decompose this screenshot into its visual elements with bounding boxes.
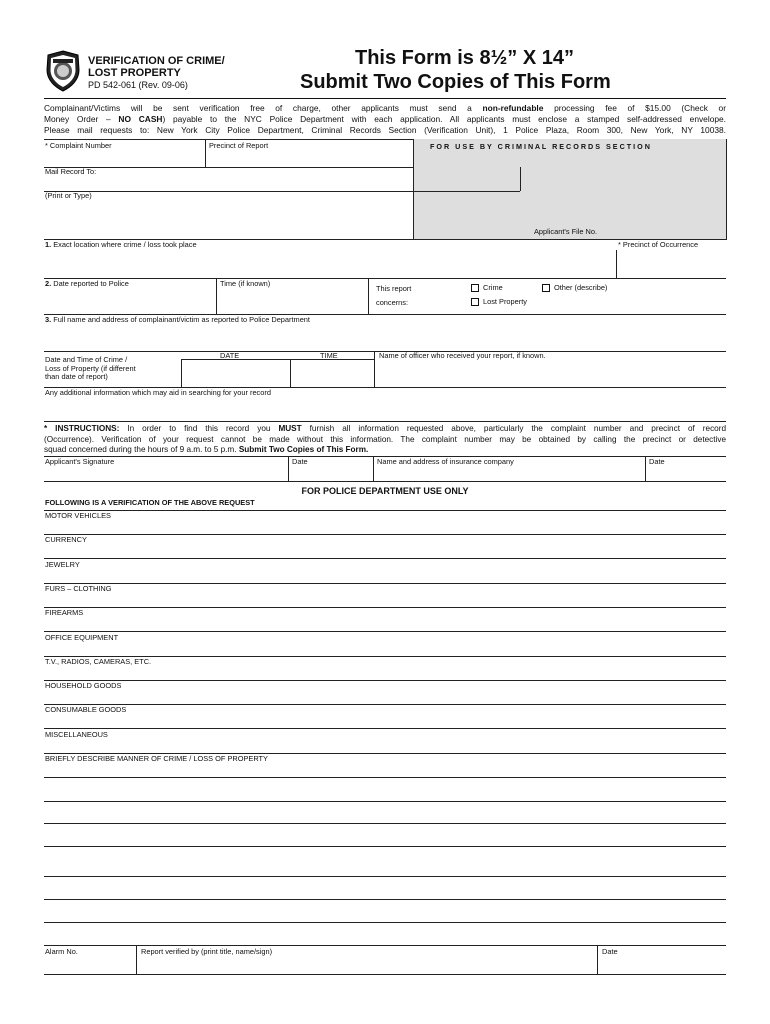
form-title: [88, 55, 225, 79]
applicant-signature-field[interactable]: [44, 467, 286, 480]
police-item-rule: [44, 583, 726, 584]
description-line[interactable]: [44, 801, 726, 802]
date-time-label-2: Loss of Property (if different: [45, 363, 136, 373]
police-item-label: JEWELRY: [45, 559, 80, 569]
police-item-field[interactable]: [44, 546, 724, 558]
report-verified-field[interactable]: [138, 958, 595, 973]
instructions-line3: squad concerned during the hours of 9 a.m. to 5 p.m. Submit Two Copies of This Form.: [44, 445, 369, 454]
nypd-badge-icon: [44, 50, 82, 92]
footer-date-label: Date: [602, 947, 618, 956]
report-verified-label: Report verified by (print title, name/sign): [141, 947, 273, 956]
form-title-line1: VERIFICATION OF CRIME/: [88, 55, 225, 67]
precinct-of-report-field[interactable]: [206, 150, 412, 166]
police-item-label: HOUSEHOLD GOODS: [45, 681, 122, 691]
header-rule: [44, 98, 726, 99]
description-line[interactable]: [44, 876, 726, 877]
insurance-date-field[interactable]: [647, 467, 724, 480]
intro-line2: Money Order – NO CASH) payable to the NYC Police Department with each application. All applicants must enclose a stamped self-addressed envelope.: [44, 114, 726, 124]
notice-line1: This Form is 8½” X 14”: [355, 47, 574, 69]
police-item-field[interactable]: [44, 619, 724, 631]
police-item-field[interactable]: [44, 571, 724, 583]
police-item-rule: [44, 680, 726, 681]
crime-checkbox[interactable]: Crime: [471, 284, 503, 293]
precinct-of-report-label: Precinct of Report: [209, 141, 269, 150]
police-item-label: T.V., RADIOS, CAMERAS, ETC.: [45, 656, 152, 666]
police-item-field[interactable]: [44, 668, 724, 680]
description-line[interactable]: [44, 823, 726, 824]
verification-following-label: FOLLOWING IS A VERIFICATION OF THE ABOVE REQUEST: [45, 498, 255, 507]
crime-date-field[interactable]: [183, 361, 288, 385]
time-if-known-label: Time (if known): [220, 279, 271, 288]
complainant-name-address-field[interactable]: [44, 327, 724, 350]
police-item-label: MOTOR VEHICLES: [45, 511, 111, 520]
police-item-rule: [44, 607, 726, 608]
insurance-company-label: Name and address of insurance company: [377, 457, 514, 466]
print-or-type-label: (Print or Type): [45, 191, 92, 200]
police-item-field[interactable]: [44, 741, 724, 753]
other-checkbox[interactable]: Other (describe): [542, 284, 607, 293]
other-checkbox-box[interactable]: [542, 284, 550, 292]
mailing-address-field[interactable]: [44, 201, 518, 237]
time-if-known-field[interactable]: [218, 290, 366, 312]
lost-property-checkbox[interactable]: Lost Property: [471, 298, 527, 307]
footer-date-field[interactable]: [599, 958, 724, 973]
instructions-line1: * INSTRUCTIONS: In order to find this record you MUST furnish all information requested above, particularly the complaint number and precinct of record: [44, 424, 727, 433]
police-item-rule: [44, 704, 726, 705]
additional-info-field[interactable]: [44, 399, 724, 419]
police-item-rule: [44, 631, 726, 632]
date-time-label-1: Date and Time of Crime /: [45, 355, 128, 364]
signature-date-field[interactable]: [290, 467, 371, 480]
date-reported-field[interactable]: [44, 290, 214, 312]
date-time-label-3: than date of report): [45, 372, 108, 382]
mail-record-to-label: Mail Record To:: [45, 167, 97, 176]
intro-line1: Complainant/Victims will be sent verification free of charge, other applicants must send a non-refundable processing fee of $15.00 (Check or: [44, 103, 726, 113]
police-item-label: BRIEFLY DESCRIBE MANNER OF CRIME / LOSS OF PROPERTY: [45, 754, 268, 763]
precinct-of-occurrence-label: * Precinct of Occurrence: [618, 240, 699, 249]
instructions-line2: (Occurrence). Verification of your request cannot be made without this information. The complaint number may be obtained by calling the precinct or detective: [44, 434, 726, 444]
police-item-label: CURRENCY: [45, 535, 87, 545]
complaint-number-label: * Complaint Number: [45, 141, 112, 150]
police-item-rule: [44, 728, 726, 729]
time-column-header: TIME: [320, 351, 338, 360]
section-1-label: 1. Exact location where crime / loss took place: [45, 240, 197, 249]
intro-line3: Please mail requests to: New York City Police Department, Criminal Records Section (Verification Unit), 1 Police Plaza, Room 300, New York, NY 10038.: [44, 125, 726, 135]
insurance-company-field[interactable]: [375, 467, 643, 480]
records-section-heading: F O R U S E B Y C R I M I N A L R E C O R D S S E C T I O N: [430, 142, 650, 151]
alarm-no-field[interactable]: [44, 958, 134, 973]
date-time-crime-label: [45, 356, 136, 382]
section-2-label: 2. Date reported to Police: [45, 279, 129, 288]
date-column-header: DATE: [220, 351, 240, 360]
this-report-label: This report: [376, 284, 412, 293]
police-item-label: FIREARMS: [45, 608, 84, 618]
form-number: PD 542-061 (Rev. 09-06): [88, 80, 188, 90]
description-line[interactable]: [44, 899, 726, 900]
instructions-text: [44, 424, 726, 456]
police-item-label: FURS – CLOTHING: [45, 583, 112, 593]
signature-date-label: Date: [292, 457, 308, 466]
police-item-field[interactable]: [44, 644, 724, 656]
officer-name-label: Name of officer who received your report, if known.: [379, 351, 546, 360]
intro-text: [44, 103, 726, 136]
insurance-date-label: Date: [649, 457, 665, 466]
police-use-heading: FOR POLICE DEPARTMENT USE ONLY: [301, 486, 469, 496]
alarm-no-label: Alarm No.: [45, 947, 78, 956]
police-item-field[interactable]: [44, 522, 724, 534]
police-item-rule: [44, 558, 726, 559]
form-title-line2: LOST PROPERTY: [88, 67, 181, 79]
police-item-rule: [44, 534, 726, 535]
section-3-label: 3. Full name and address of complainant/victim as reported to Police Department: [45, 315, 310, 324]
exact-location-field[interactable]: [44, 251, 614, 277]
police-item-field[interactable]: [44, 595, 724, 607]
police-item-label: CONSUMABLE GOODS: [45, 705, 127, 715]
additional-info-label: Any additional information which may aid in searching for your record: [45, 388, 271, 397]
police-item-rule: [44, 777, 726, 778]
police-item-label: MISCELLANEOUS: [45, 729, 108, 739]
applicant-signature-label: Applicant's Signature: [45, 457, 115, 466]
mail-record-to-field[interactable]: [44, 177, 518, 190]
precinct-of-occurrence-field[interactable]: [618, 251, 724, 277]
crime-checkbox-box[interactable]: [471, 284, 479, 292]
police-item-label: OFFICE EQUIPMENT: [45, 632, 119, 642]
crime-time-field[interactable]: [292, 361, 372, 385]
lost-property-checkbox-box[interactable]: [471, 298, 479, 306]
complaint-number-field[interactable]: [44, 150, 204, 166]
officer-name-field[interactable]: [376, 362, 724, 385]
description-line[interactable]: [44, 922, 726, 923]
concerns-label: concerns:: [376, 298, 409, 307]
applicants-file-no-label: Applicant's File No.: [534, 227, 598, 236]
notice-line2: Submit Two Copies of This Form: [300, 71, 611, 93]
police-item-field[interactable]: [44, 716, 724, 728]
description-line[interactable]: [44, 846, 726, 847]
police-item-field[interactable]: [44, 692, 724, 704]
police-item-field[interactable]: [44, 765, 724, 777]
